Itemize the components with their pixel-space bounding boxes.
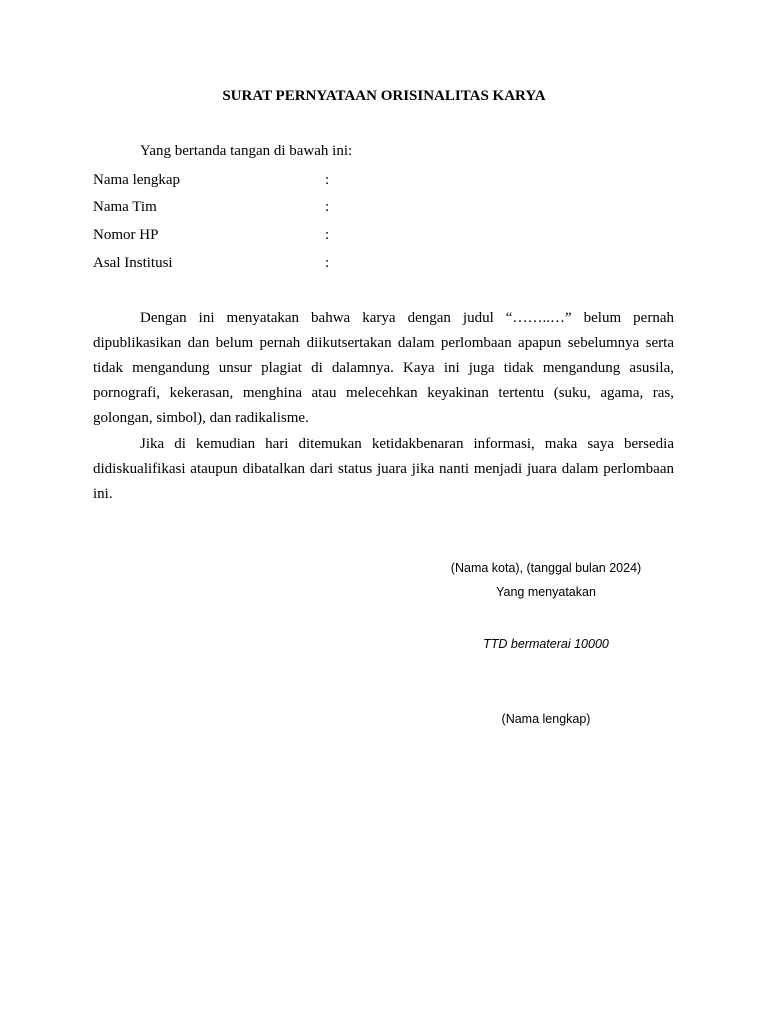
field-row-nomor-hp: [93, 227, 393, 247]
field-label: Asal Institusi: [93, 255, 173, 271]
field-label: Nomor HP: [93, 227, 159, 243]
signature-stamp-note: TTD bermaterai 10000: [483, 637, 609, 651]
consequence-paragraph: [93, 432, 674, 507]
intro-text: Yang bertanda tangan di bawah ini:: [140, 143, 353, 159]
field-row-nama-tim: [93, 199, 393, 219]
field-row-nama-lengkap: [93, 172, 393, 192]
field-row-asal-institusi: [93, 255, 393, 275]
consequence-text: Jika di kemudian hari ditemukan ketidakbenaran informasi, maka saya bersedia didiskualifikasi ataupun dibatalkan dari status juara jika nanti menjadi juara dalam perlombaan ini.: [93, 436, 674, 502]
field-colon: :: [325, 172, 330, 188]
statement-paragraph: [93, 306, 674, 431]
statement-text: Dengan ini menyatakan bahwa karya dengan judul “……..…” belum pernah dipublikasikan dan belum pernah diikutsertakan dalam perlombaan apapun sebelumnya serta tidak mengandung unsur plagiat di dalamnya. Kaya ini juga tidak mengandung asusila, pornografi, kekerasan, menghina atau melecehkan keyakinan tertentu (suku, agama, ras, golongan, simbol), dan radikalisme.: [93, 310, 674, 426]
signature-name: (Nama lengkap): [501, 712, 591, 726]
document-title: SURAT PERNYATAAN ORISINALITAS KARYA: [222, 88, 546, 104]
field-colon: :: [325, 255, 330, 271]
field-label: Nama lengkap: [93, 172, 181, 188]
field-colon: :: [325, 227, 330, 243]
field-label: Nama Tim: [93, 199, 157, 215]
signature-declarant: Yang menyatakan: [496, 585, 596, 599]
field-colon: :: [325, 199, 330, 215]
signature-place-date: (Nama kota), (tanggal bulan 2024): [450, 561, 642, 575]
